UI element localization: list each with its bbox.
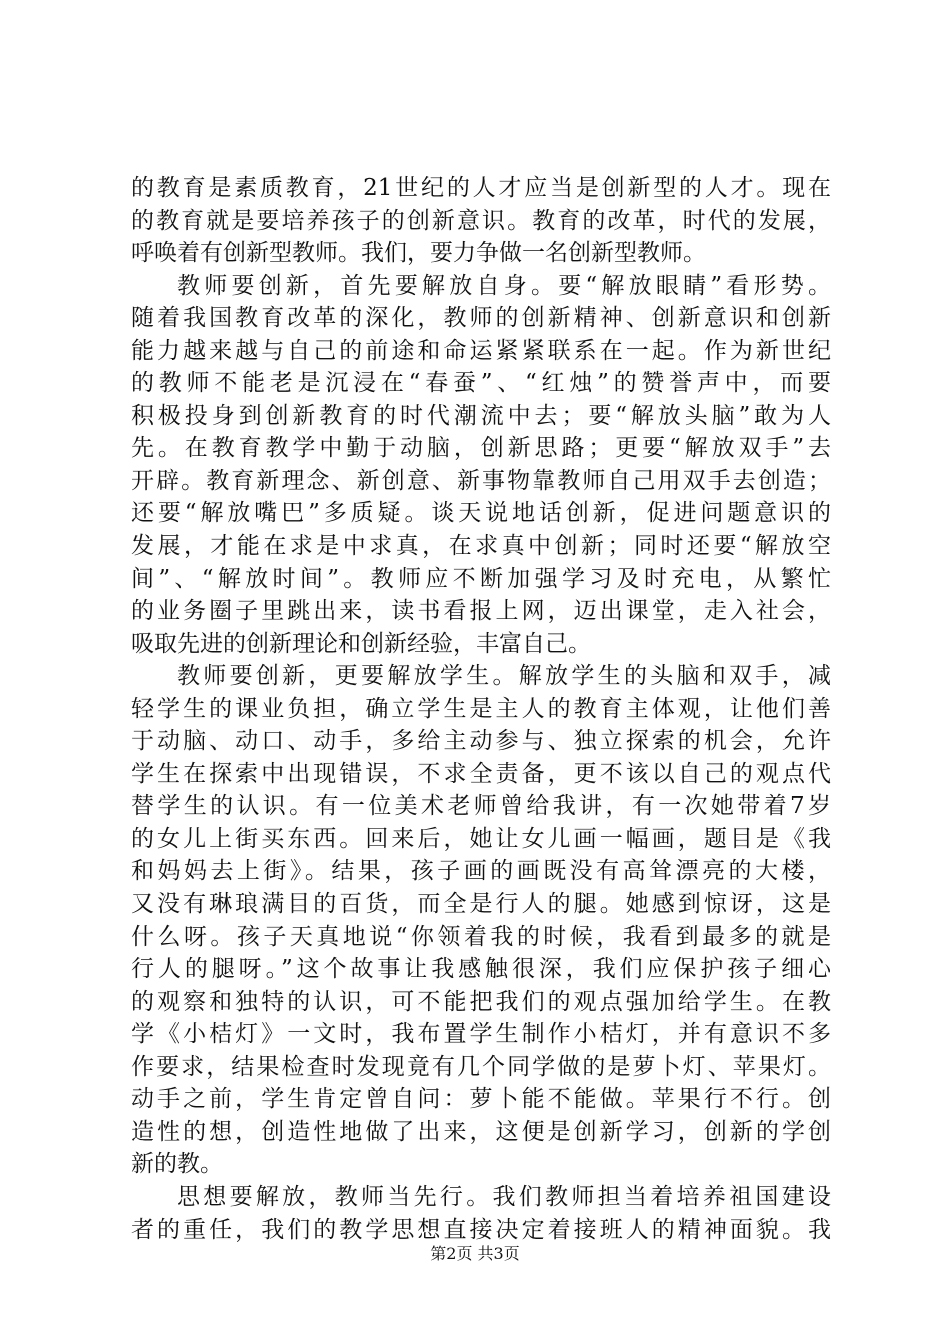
text-line: 还要“解放嘴巴”多质疑。谈天说地话创新，促进问题意识的 — [131, 500, 831, 527]
text-line: 教师要创新，首先要解放自身。要“解放眼睛”看形势。 — [177, 272, 831, 299]
text-line: 呼唤着有创新型教师。我们，要力争做一名创新型教师。 — [131, 240, 706, 267]
text-line: 造性的想，创造性地做了出来，这便是创新学习，创新的学创 — [131, 1118, 831, 1145]
text-line: 学《小桔灯》一文时，我布置学生制作小桔灯，并有意识不多 — [131, 1021, 831, 1048]
text-line: 的观察和独特的认识，可不能把我们的观点强加给学生。在教 — [131, 988, 831, 1015]
text-line: 的女儿上街买东西。回来后，她让女儿画一幅画，题目是《我 — [131, 825, 831, 852]
text-line: 的教育就是要培养孩子的创新意识。教育的改革，时代的发展， — [131, 207, 831, 234]
text-line: 吸取先进的创新理论和创新经验，丰富自己。 — [131, 630, 591, 657]
text-line: 能力越来越与自己的前途和命运紧紧联系在一起。作为新世纪 — [131, 337, 831, 364]
text-line: 间”、“解放时间”。教师应不断加强学习及时充电，从繁忙 — [131, 565, 831, 592]
page-footer: 第2页 共3页 — [430, 1244, 520, 1263]
text-line: 的教师不能老是沉浸在“春蚕”、“红烛”的赞誉声中，而要 — [131, 370, 831, 397]
text-line: 于动脑、动口、动手，多给主动参与、独立探索的机会，允许 — [131, 728, 831, 755]
text-line: 思想要解放，教师当先行。我们教师担当着培养祖国建设 — [177, 1183, 831, 1210]
text-line: 的业务圈子里跳出来，读书看报上网，迈出课堂，走入社会， — [131, 598, 831, 625]
text-line: 先。在教育教学中勤于动脑，创新思路；更要“解放双手”去 — [131, 435, 831, 462]
text-line: 作要求，结果检查时发现竟有几个同学做的是萝卜灯、苹果灯。 — [131, 1053, 831, 1080]
text-line: 新的教。 — [131, 1151, 223, 1178]
text-line: 随着我国教育改革的深化，教师的创新精神、创新意识和创新 — [131, 305, 831, 332]
text-line: 又没有琳琅满目的百货，而全是行人的腿。她感到惊讶，这是 — [131, 891, 831, 918]
text-line: 开辟。教育新理念、新创意、新事物靠教师自己用双手去创造； — [131, 467, 831, 494]
text-line: 什么呀。孩子天真地说“你领着我的时候，我看到最多的就是 — [131, 923, 831, 950]
text-line: 的教育是素质教育，21世纪的人才应当是创新型的人才。现在 — [131, 175, 831, 201]
text-line: 替学生的认识。有一位美术老师曾给我讲，有一次她带着7岁 — [131, 793, 831, 820]
text-line: 发展，才能在求是中求真，在求真中创新；同时还要“解放空 — [131, 533, 831, 560]
text-line: 动手之前，学生肯定曾自问：萝卜能不能做。苹果行不行。创 — [131, 1086, 831, 1113]
text-line: 者的重任，我们的教学思想直接决定着接班人的精神面貌。我 — [131, 1216, 831, 1243]
document-body — [131, 172, 831, 1246]
text-line: 学生在探索中出现错误，不求全责备，更不该以自己的观点代 — [131, 760, 831, 787]
text-line: 行人的腿呀。”这个故事让我感触很深，我们应保护孩子细心 — [131, 956, 831, 983]
text-line: 积极投身到创新教育的时代潮流中去；要“解放头脑”敢为人 — [131, 402, 831, 429]
text-line: 轻学生的课业负担，确立学生是主人的教育主体观，让他们善 — [131, 695, 831, 722]
text-line: 和妈妈去上街》。结果，孩子画的画既没有高耸漂亮的大楼， — [131, 858, 831, 885]
text-line: 教师要创新，更要解放学生。解放学生的头脑和双手，减 — [177, 663, 831, 690]
